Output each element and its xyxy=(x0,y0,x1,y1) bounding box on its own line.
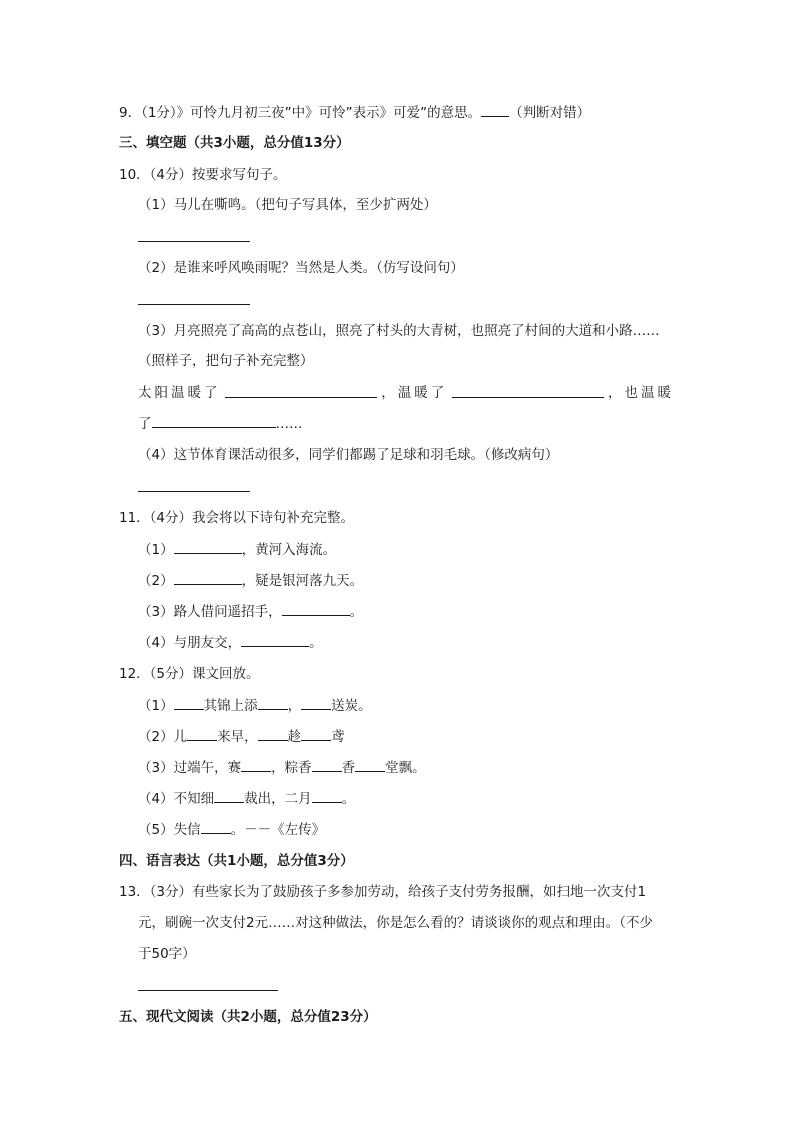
text: 送炭。 xyxy=(331,698,372,714)
question-12-item-4 xyxy=(138,788,355,809)
text: 。－－《左传》 xyxy=(230,822,326,838)
question-10-item-2: （2）是谁来呼风唤雨呢？当然是人类。（仿写设问句） xyxy=(138,260,464,276)
question-10-item-3-instruction: （照样子，把句子补充完整） xyxy=(138,353,314,369)
question-10-item-3-fill-cont xyxy=(138,413,303,434)
question-11-title: 11．（4分）我会将以下诗句补充完整。 xyxy=(119,510,355,526)
item-number: （2） xyxy=(138,573,174,589)
question-10-title: 10．（4分）按要求写句子。 xyxy=(119,167,287,183)
answer-blank[interactable] xyxy=(258,695,288,710)
poem-text: ，疑是银河落九天。 xyxy=(241,573,364,589)
answer-blank[interactable] xyxy=(174,570,242,585)
answer-line[interactable] xyxy=(138,241,250,242)
answer-blank[interactable] xyxy=(201,819,231,834)
question-9-instruction: （判断对错） xyxy=(509,105,591,121)
question-12-item-2 xyxy=(138,726,345,747)
text: （2）儿 xyxy=(138,729,188,745)
question-12-item-5 xyxy=(138,819,325,840)
fill-text: ，也温暖 xyxy=(608,385,674,401)
answer-blank[interactable] xyxy=(301,726,331,741)
answer-blank[interactable] xyxy=(355,757,385,772)
question-10-item-3: （3）月亮照亮了高高的点苍山，照亮了村头的大青树，也照亮了村间的大道和小路…… xyxy=(138,323,660,339)
answer-blank[interactable] xyxy=(312,788,342,803)
poem-text: （4）与朋友交， xyxy=(138,635,242,651)
question-10-item-1: （1）马儿在嘶鸣。（把句子写具体，至少扩两处） xyxy=(138,197,437,213)
fill-text: 太阳温暖了 xyxy=(138,385,221,401)
text: （4）不知细 xyxy=(138,791,215,807)
question-13-line-1: 13．（3分）有些家长为了鼓励孩子多参加劳动，给孩子支付劳务报酬，如扫地一次支付1 xyxy=(119,884,647,900)
question-11-item-3 xyxy=(138,601,363,622)
question-10-item-3-fill xyxy=(138,383,674,403)
text: ，粽香 xyxy=(271,760,312,776)
question-11-item-2 xyxy=(138,570,363,591)
answer-line[interactable] xyxy=(138,304,250,305)
text: 堂飘。 xyxy=(385,760,426,776)
answer-blank[interactable] xyxy=(282,601,350,616)
question-12-title: 12．（5分）课文回放。 xyxy=(119,666,260,682)
poem-text: ，黄河入海流。 xyxy=(241,542,337,558)
answer-blank[interactable] xyxy=(174,539,242,554)
question-9-text: 9．（1分）》可怜九月初三夜”中》可怜”表示》可爱”的意思。 xyxy=(119,105,482,121)
poem-text: 。 xyxy=(349,604,364,620)
text: ， xyxy=(287,698,302,714)
question-13-line-3: 于50字） xyxy=(138,946,196,962)
question-13-line-2: 元，刷碗一次支付2元……对这种做法，你是怎么看的？请谈谈你的观点和理由。（不少 xyxy=(138,915,653,931)
text: 。 xyxy=(341,791,356,807)
text: （5）失信 xyxy=(138,822,201,838)
text: 来早， xyxy=(217,729,258,745)
text: 裁出，二月 xyxy=(244,791,312,807)
section-3-heading: 三、填空题（共3小题，总分值13分） xyxy=(119,135,350,151)
answer-blank[interactable] xyxy=(301,695,331,710)
answer-blank[interactable] xyxy=(174,695,204,710)
poem-text: （3）路人借问遥招手， xyxy=(138,604,282,620)
section-5-heading: 五、现代文阅读（共2小题，总分值23分） xyxy=(119,1009,377,1025)
question-9 xyxy=(119,102,590,123)
question-12-item-1 xyxy=(138,695,372,716)
answer-blank[interactable] xyxy=(312,757,342,772)
answer-blank[interactable] xyxy=(225,383,377,398)
answer-line[interactable] xyxy=(138,491,250,492)
fill-text: 了 xyxy=(138,416,152,432)
fill-text: ，温暖了 xyxy=(381,385,448,401)
poem-text: 。 xyxy=(309,635,323,651)
item-number: （1） xyxy=(138,698,174,714)
answer-blank[interactable] xyxy=(241,632,309,647)
answer-blank[interactable] xyxy=(258,726,288,741)
answer-blank[interactable] xyxy=(241,757,271,772)
question-11-item-1 xyxy=(138,539,336,560)
text: 香 xyxy=(341,760,356,776)
answer-blank[interactable] xyxy=(452,383,604,398)
item-number: （1） xyxy=(138,542,174,558)
question-10-item-4: （4）这节体育课活动很多，同学们都踢了足球和羽毛球。（修改病句） xyxy=(138,447,559,463)
section-4-heading: 四、语言表达（共1小题，总分值3分） xyxy=(119,853,354,869)
text: （3）过端午，赛 xyxy=(138,760,242,776)
answer-blank[interactable] xyxy=(187,726,217,741)
question-12-item-3 xyxy=(138,757,426,778)
answer-line[interactable] xyxy=(138,990,278,991)
fill-text: …… xyxy=(275,416,303,432)
answer-blank[interactable] xyxy=(481,102,509,117)
text: 鸢 xyxy=(331,729,345,745)
question-11-item-4 xyxy=(138,632,323,653)
answer-blank[interactable] xyxy=(152,413,276,428)
text: 趁 xyxy=(287,729,302,745)
answer-blank[interactable] xyxy=(214,788,244,803)
text: 其锦上添 xyxy=(203,698,258,714)
